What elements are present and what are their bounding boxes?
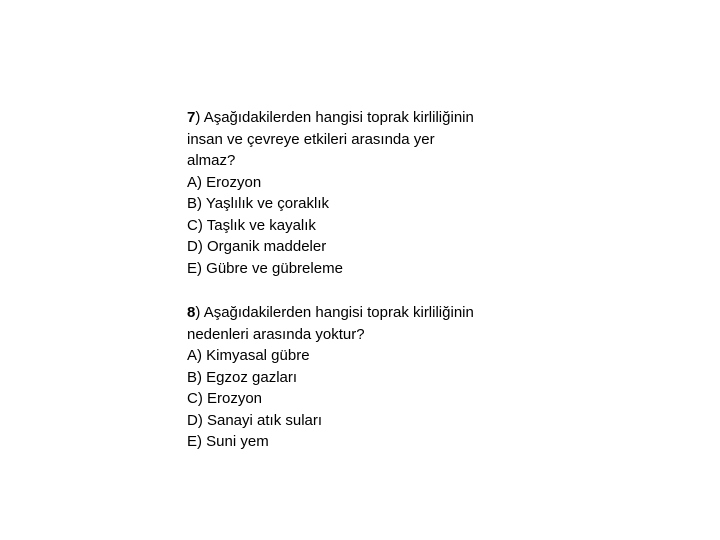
question-number: 8 — [187, 304, 196, 321]
question-stem-line: nedenleri arasında yoktur? — [187, 325, 365, 343]
option-c: C) Erozyon — [187, 390, 263, 407]
option-a: A) Kimyasal gübre — [187, 347, 310, 364]
option-b: B) Egzoz gazları — [187, 368, 298, 386]
option-b: B) Yaşlılık ve çoraklık — [187, 195, 329, 212]
question-number: 7 — [187, 109, 196, 126]
question-stem-line: 7) Aşağıdakilerden hangisi toprak kirliliğinin — [187, 109, 474, 126]
question-7 — [187, 107, 527, 279]
option-d: D) Sanayi atık suları — [187, 411, 323, 429]
option-a: A) Erozyon — [187, 173, 262, 191]
option-d: D) Organik maddeler — [187, 238, 327, 255]
question-stem-line: almaz? — [187, 152, 236, 169]
option-e: E) Suni yem — [187, 433, 269, 450]
option-c: C) Taşlık ve kayalık — [187, 216, 316, 234]
question-stem-line: insan ve çevreye etkileri arasında yer — [187, 130, 435, 148]
question-8 — [187, 302, 527, 453]
question-stem-text: Aşağıdakilerden hangisi toprak kirliliğinin — [203, 109, 474, 126]
question-stem-line: 8) Aşağıdakilerden hangisi toprak kirliliğinin — [187, 304, 474, 321]
option-e: E) Gübre ve gübreleme — [187, 259, 343, 277]
question-stem-text: Aşağıdakilerden hangisi toprak kirliliğinin — [203, 304, 474, 321]
